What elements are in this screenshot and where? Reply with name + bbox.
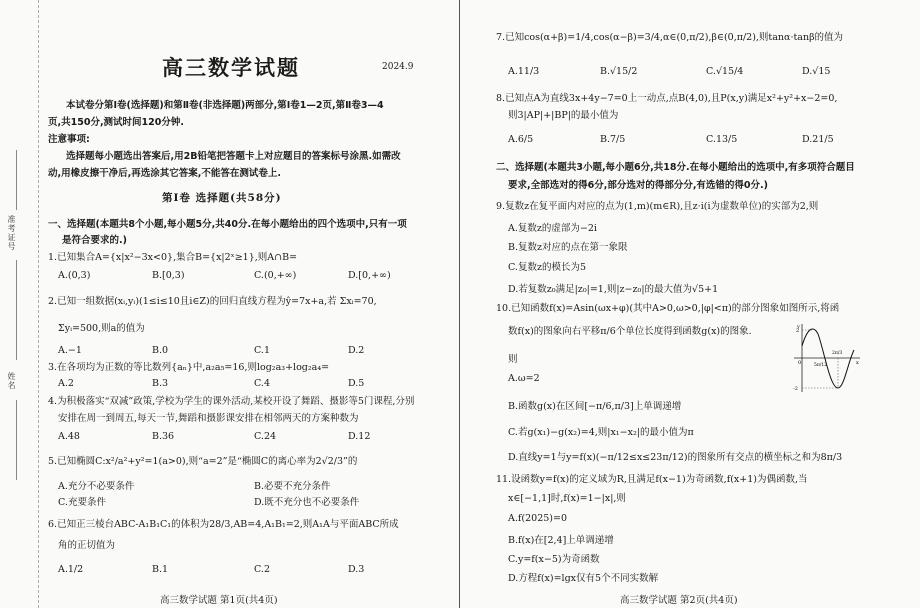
notice-heading: 注意事项: [48, 134, 90, 145]
page-title: 高三数学试题 [162, 56, 300, 80]
option-b: B.0 [152, 345, 169, 356]
tick-label-top: 2 [796, 328, 800, 334]
question-stem: 数f(x)的图象向右平移π/6个单位长度得到函数g(x)的图象. [508, 326, 752, 337]
option-b: B.36 [152, 431, 175, 442]
question-stem: 安排在周一到周五,每天一节,舞蹈和摄影课安排在相邻两天的方案种数为 [58, 413, 359, 424]
question-stem: 9.复数z在复平面内对应的点为(1,m)(m∈R),且z·i(i为虚数单位)的实部为2,则 [496, 201, 819, 212]
option-d: D.2 [348, 345, 365, 356]
origin-label: 0 [798, 360, 802, 366]
section-heading: 二、选择题(本题共3小题,每小题6分,共18分.在每小题给出的选项中,有多项符合题目 [496, 162, 855, 173]
question-stem: x∈[−1,1]时,f(x)=1−|x|,则 [508, 493, 626, 504]
option-a: A.48 [58, 431, 80, 442]
option-a: A.−1 [58, 345, 82, 356]
question-stem: 7.已知cos(α+β)=1/4,cos(α−β)=3/4,α∈(0,π/2),β∈(0,π/2),则tanα·tanβ的值为 [496, 32, 844, 43]
exam-number-label: 准考证号 [7, 215, 16, 251]
name-label: 姓名 [7, 372, 16, 390]
option-c: C.1 [254, 345, 270, 356]
option-a: A.6/5 [508, 134, 534, 145]
section-heading: 一、选择题(本题共8个小题,每小题5分,共40分.在每小题给出的四个选项中,只有一项 [48, 219, 407, 230]
option-a: A.(0,3) [58, 270, 91, 281]
question-stem: 11.设函数y=f(x)的定义域为R,且满足f(x−1)为奇函数,f(x+1)为偶函数,当 [496, 474, 808, 485]
option-c: C.24 [254, 431, 277, 442]
question-stem: 1.已知集合A={x|x²−3x<0},集合B={x|2ˣ≥1},则A∩B= [48, 252, 298, 263]
option-d: D.直线y=1与y=f(x)(−π/12≤x≤23π/12)的图象所有交点的横坐标之和为8π/3 [508, 452, 843, 463]
option-c: C.(0,+∞) [254, 270, 297, 281]
option-b: B.[0,3) [152, 270, 185, 281]
option-a: A.充分不必要条件 [58, 481, 135, 492]
intro-line: 选择题每小题选出答案后,用2B铅笔把答题卡上对应题目的答案标号涂黑.如需改 [66, 151, 401, 162]
x-tick-label: 2π/3 [832, 351, 843, 356]
option-c: C.y=f(x−5)为奇函数 [508, 554, 600, 565]
option-c: C.复数z的模长为5 [508, 262, 586, 273]
option-c: C.若g(x₁)−g(x₂)=4,则|x₁−x₂|的最小值为π [508, 427, 694, 438]
question-stem: 6.已知正三棱台ABC-A₁B₁C₁的体积为28/3,AB=4,A₁B₁=2,则A₁A与平面ABC所成 [48, 519, 399, 530]
option-a: A.复数z的虚部为−2i [508, 223, 597, 234]
option-d: D.[0,+∞) [348, 270, 391, 281]
option-b: B.复数z对应的点在第一象限 [508, 242, 628, 253]
option-b: B.f(x)在[2,4]上单调递增 [508, 535, 614, 546]
option-a: A.1/2 [58, 564, 84, 575]
option-d: D.21/5 [802, 134, 834, 145]
option-d: D.12 [348, 431, 371, 442]
x-axis-label: x [856, 360, 859, 366]
binding-margin [0, 0, 39, 608]
option-d: D.3 [348, 564, 365, 575]
option-c: C.充要条件 [58, 497, 106, 508]
question-stem: 则 [508, 354, 518, 365]
page-footer: 高三数学试题 第2页(共4页) [620, 595, 738, 606]
option-b: B.函数g(x)在区间[−π/6,π/3]上单调递增 [508, 401, 682, 412]
question-stem: 2.已知一组数据(xᵢ,yᵢ)(1≤i≤10且i∈Z)的回归直线方程为ŷ=7x+a,若 Σxᵢ=70, [48, 296, 377, 307]
option-d: D.既不充分也不必要条件 [254, 497, 360, 508]
option-d: D.√15 [802, 66, 831, 77]
intro-line: 页,共150分,测试时间120分钟. [48, 117, 184, 128]
option-b: B.√15/2 [600, 66, 638, 77]
option-a: A.11/3 [508, 66, 540, 77]
question-stem: 8.已知点A为直线3x+4y−7=0上一动点,点B(4,0),且P(x,y)满足x²+y²+x−2=0, [496, 93, 838, 104]
fill-line [16, 150, 17, 210]
question-stem: 3.在各项均为正数的等比数列{aₙ}中,a₂a₅=16,则log₂a₃+log₂a₄= [48, 362, 330, 373]
question-stem: 5.已知椭圆C:x²/a²+y²=1(a>0),则“a=2”是“椭圆C的离心率为2√2/3”的 [48, 456, 358, 467]
option-d: D.方程f(x)=lgx仅有5个不同实数解 [508, 573, 659, 584]
tick-label-bottom: -2 [793, 386, 798, 392]
y-axis-label: y [797, 324, 800, 330]
option-b: B.7/5 [600, 134, 626, 145]
question-stem: 则3|AP|+|BP|的最小值为 [508, 110, 619, 121]
sine-graph-figure [792, 322, 862, 394]
x-tick-label: 5π/12 [814, 363, 828, 368]
question-stem: 10.已知函数f(x)=Asin(ωx+φ)(其中A>0,ω>0,|φ|<π)的部分图象如图所示,将函 [496, 303, 840, 314]
option-b: B.3 [152, 378, 169, 389]
intro-line: 动,用橡皮擦干净后,再选涂其它答案,不能答在测试卷上. [48, 168, 281, 179]
option-a: A.2 [58, 378, 74, 389]
option-d: D.若复数z₀满足|z₀|=1,则|z−z₀|的最大值为√5+1 [508, 284, 719, 295]
option-b: B.必要不充分条件 [254, 481, 331, 492]
question-stem: 角的正切值为 [58, 540, 116, 551]
question-stem: Σyᵢ=500,则a的值为 [58, 323, 145, 334]
option-c: C.4 [254, 378, 270, 389]
option-c: C.13/5 [706, 134, 738, 145]
option-a: A.f(2025)=0 [508, 513, 567, 524]
exam-date: 2024.9 [382, 62, 414, 72]
right-page [460, 0, 920, 608]
part-title: 第Ⅰ卷 选择题(共58分) [162, 192, 282, 204]
option-b: B.1 [152, 564, 169, 575]
option-d: D.5 [348, 378, 365, 389]
intro-line: 本试卷分第Ⅰ卷(选择题)和第Ⅱ卷(非选择题)两部分,第Ⅰ卷1—2页,第Ⅱ卷3—4 [66, 100, 384, 111]
fill-line [16, 260, 17, 360]
sine-curve [802, 329, 854, 388]
option-a: A.ω=2 [508, 373, 540, 384]
page-footer: 高三数学试题 第1页(共4页) [160, 595, 278, 606]
option-c: C.√15/4 [706, 66, 744, 77]
fill-line [16, 400, 17, 480]
question-stem: 4.为积极落实“双减”政策,学校为学生的课外活动,某校开设了舞蹈、摄影等5门课程,分别 [48, 396, 415, 407]
option-c: C.2 [254, 564, 270, 575]
section-heading: 是符合要求的.) [62, 235, 127, 246]
section-heading: 要求,全部选对的得6分,部分选对的得部分分,有选错的得0分.) [508, 180, 768, 191]
